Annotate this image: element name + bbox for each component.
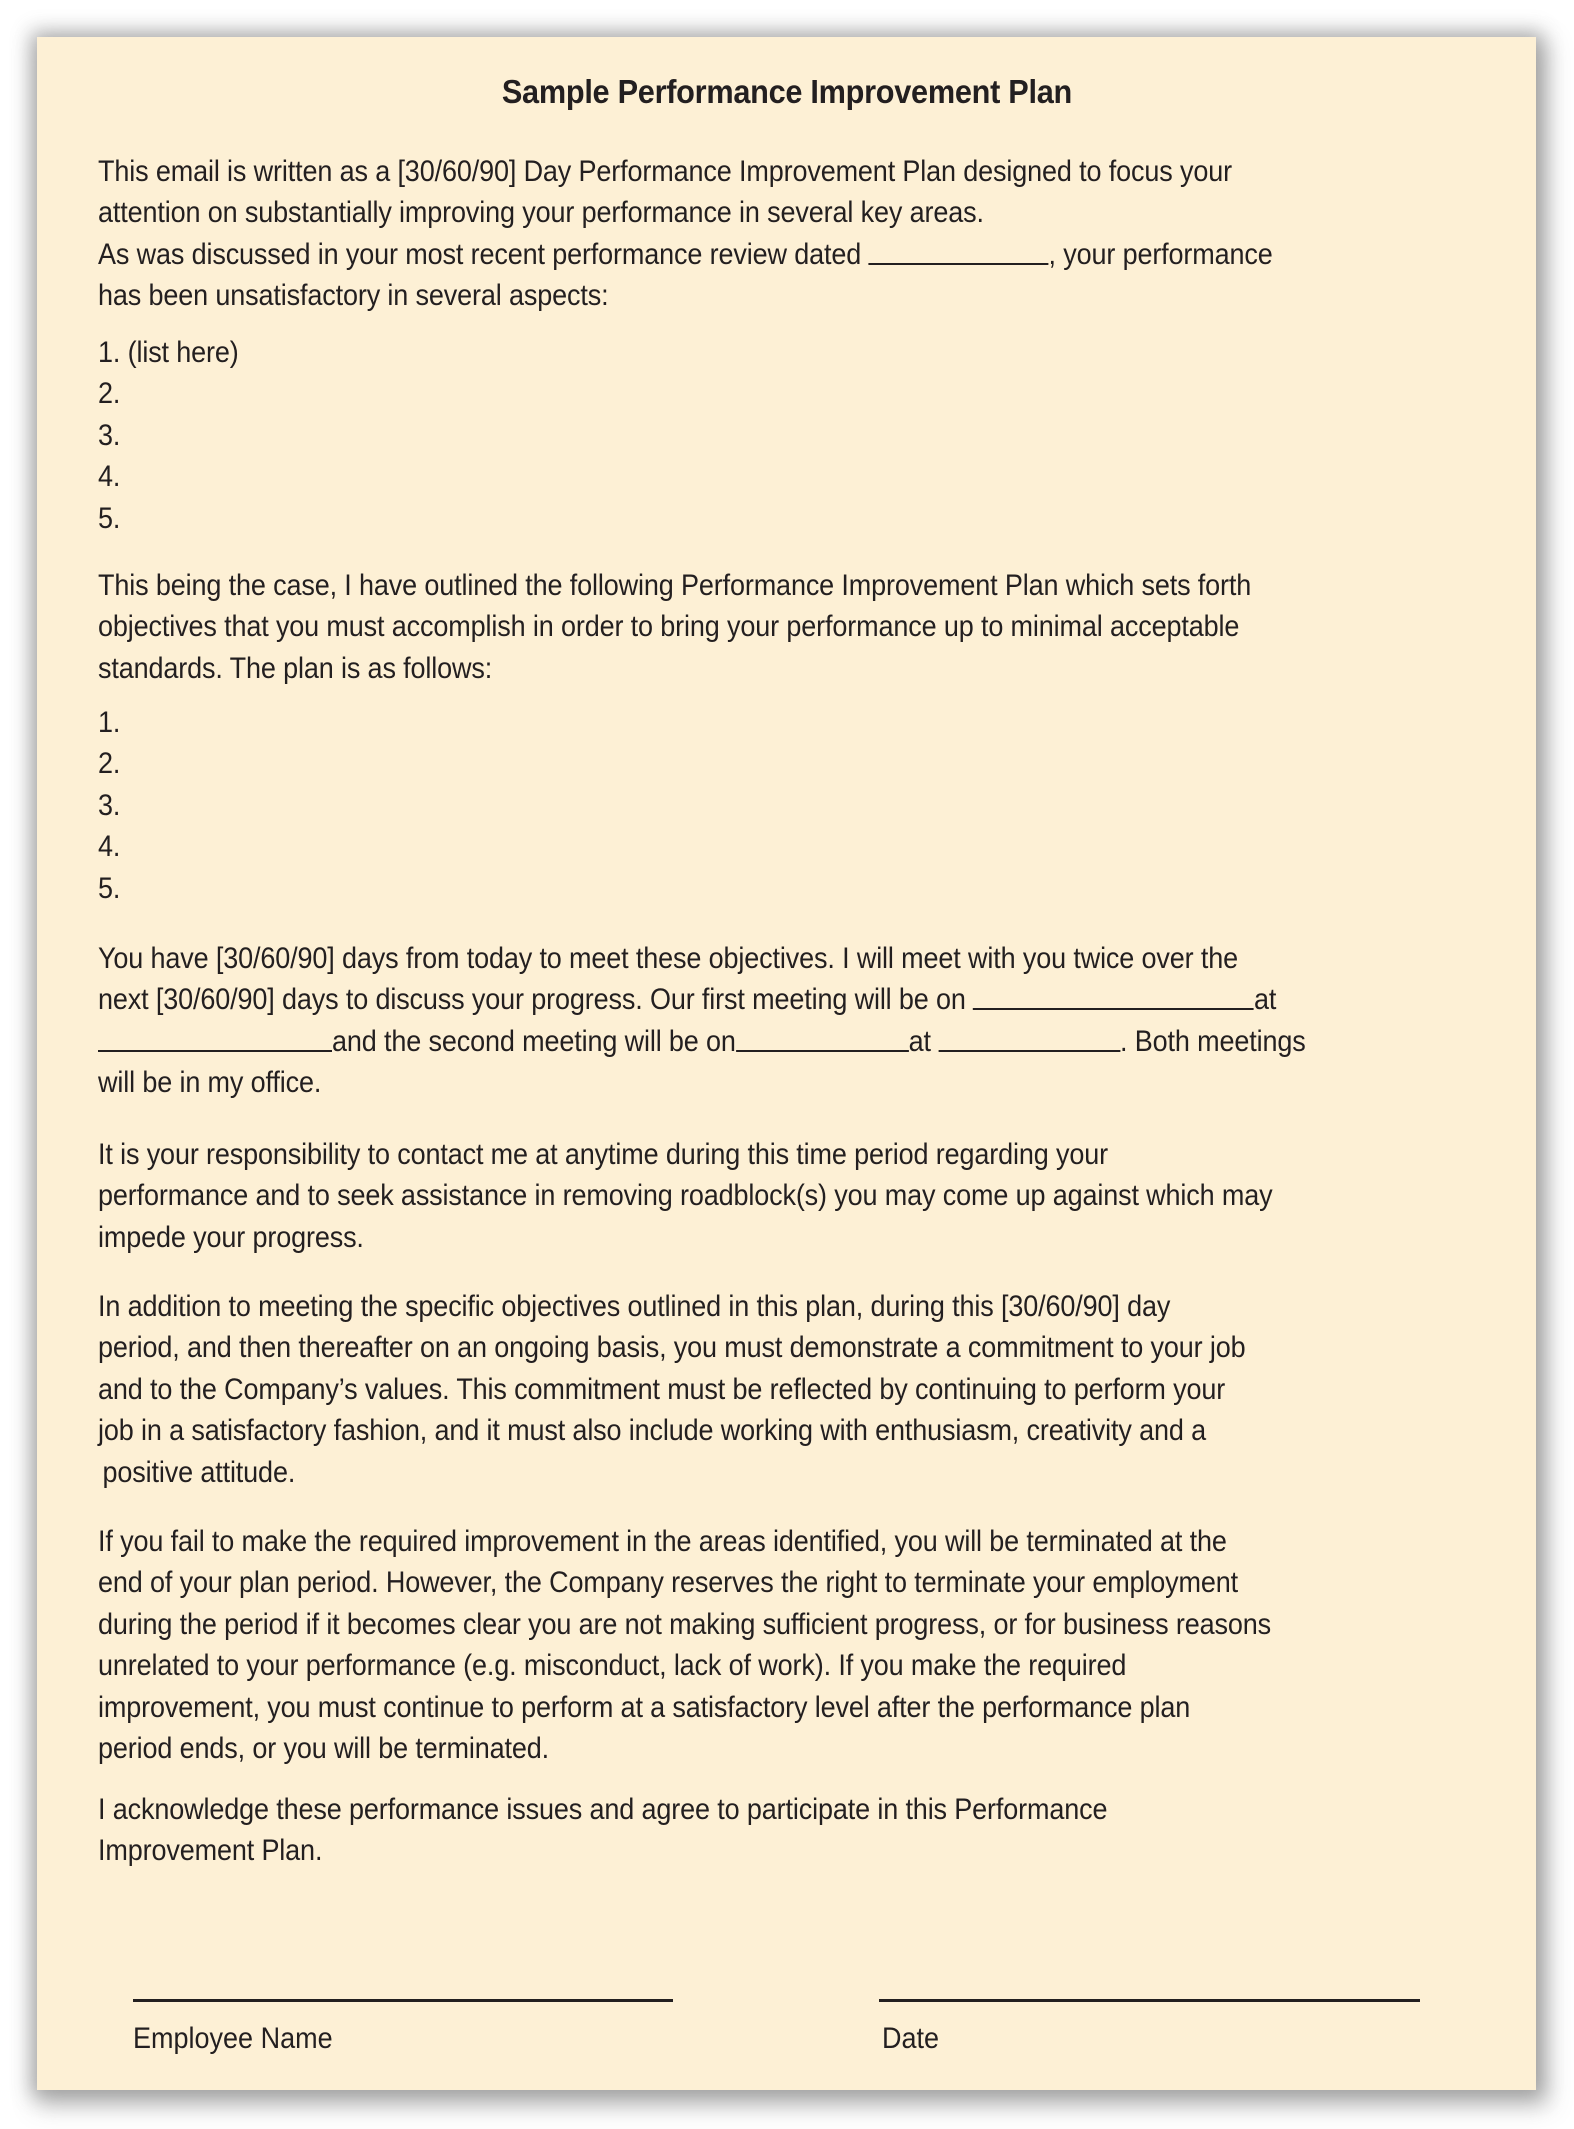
consequences-line: improvement, you must continue to perform at a satisfactory level after the performance plan	[98, 1690, 1191, 1724]
list-item: 5.	[98, 871, 121, 905]
timeline-line	[98, 1021, 1306, 1062]
commitment-paragraph	[98, 1286, 1373, 1493]
issues-list	[98, 332, 254, 539]
acknowledgement-paragraph	[98, 1789, 1220, 1872]
responsibility-line: It is your responsibility to contact me at anytime during this time period regarding your	[98, 1138, 1108, 1171]
responsibility-line: performance and to seek assistance in removing roadblock(s) you may come up against which may	[98, 1179, 1273, 1213]
timeline-line	[98, 979, 1306, 1020]
consequences-line: unrelated to your performance (e.g. misconduct, lack of work). If you make the required	[98, 1649, 1127, 1683]
plan-list	[98, 702, 123, 909]
list-item: 1.	[98, 706, 121, 739]
second-meeting-date-blank[interactable]	[736, 1050, 909, 1052]
list-item: 4.	[98, 460, 121, 494]
commitment-line: and to the Company’s values. This commitment must be reflected by continuing to perform your	[98, 1372, 1226, 1406]
plan-intro-paragraph	[98, 565, 1379, 689]
intro-paragraph	[98, 151, 1403, 317]
intro-line	[98, 234, 1273, 275]
date-signature-line[interactable]	[879, 1999, 1420, 2002]
list-item: 3.	[98, 788, 121, 822]
list-item: 2.	[98, 377, 121, 411]
plan-intro-line: objectives that you must accomplish in order to bring your performance up to minimal acceptable	[98, 610, 1240, 644]
acknowledgement-line: I acknowledge these performance issues and agree to participate in this Performance	[98, 1793, 1108, 1826]
first-meeting-time-blank[interactable]	[98, 1050, 332, 1052]
plan-intro-line: standards. The plan is as follows:	[98, 651, 493, 685]
employee-name-label: Employee Name	[133, 2022, 333, 2055]
commitment-line: In addition to meeting the specific objectives outlined in this plan, during this [30/60/90] day	[98, 1290, 1171, 1323]
timeline-line: will be in my office.	[98, 1066, 322, 1100]
intro-line: has been unsatisfactory in several aspects:	[98, 279, 609, 313]
consequences-line: end of your plan period. However, the Company reserves the right to terminate your employment	[98, 1566, 1239, 1600]
review-date-blank[interactable]	[868, 263, 1048, 265]
commitment-line: period, and then thereafter on an ongoing basis, you must demonstrate a commitment to your job	[98, 1331, 1246, 1365]
date-label: Date	[882, 2022, 940, 2055]
second-meeting-time-blank[interactable]	[938, 1050, 1120, 1052]
consequences-line: If you fail to make the required improvement in the areas identified, you will be terminated at the	[98, 1525, 1227, 1558]
list-item: 2.	[98, 747, 121, 781]
commitment-line: positive attitude.	[102, 1455, 296, 1489]
timeline-text: next [30/60/90] days to discuss your progress. Our first meeting will be on	[98, 983, 974, 1017]
intro-text: , your performance	[1048, 237, 1273, 271]
intro-line: attention on substantially improving your performance in several key areas.	[98, 196, 984, 230]
consequences-line: during the period if it becomes clear you are not making sufficient progress, or for business reasons	[98, 1607, 1271, 1641]
acknowledgement-line: Improvement Plan.	[98, 1834, 323, 1868]
employee-name-signature-line[interactable]	[133, 1999, 673, 2002]
intro-text: As was discussed in your most recent performance review dated	[98, 237, 869, 271]
timeline-paragraph	[98, 938, 1440, 1104]
consequences-line: period ends, or you will be terminated.	[98, 1731, 549, 1765]
timeline-text: at	[908, 1024, 939, 1058]
responsibility-paragraph	[98, 1134, 1403, 1258]
responsibility-line: impede your progress.	[98, 1220, 364, 1254]
plan-intro-line: This being the case, I have outlined the following Performance Improvement Plan which sets forth	[98, 569, 1252, 602]
list-item: 4.	[98, 830, 121, 864]
consequences-paragraph	[98, 1521, 1401, 1769]
commitment-line: job in a satisfactory fashion, and it must also include working with enthusiasm, creativity and a	[98, 1414, 1206, 1448]
timeline-text: . Both meetings	[1120, 1024, 1306, 1058]
first-meeting-date-blank[interactable]	[973, 1008, 1254, 1010]
list-item: 3.	[98, 418, 121, 452]
timeline-line: You have [30/60/90] days from today to meet these objectives. I will meet with you twice over the	[98, 942, 1239, 975]
timeline-text: at	[1253, 983, 1277, 1017]
timeline-text: and the second meeting will be on	[332, 1024, 736, 1058]
document-title: Sample Performance Improvement Plan	[501, 73, 1073, 110]
intro-line: This email is written as a [30/60/90] Day Performance Improvement Plan designed to focus your	[98, 155, 1232, 188]
list-item: 1. (list here)	[98, 336, 239, 369]
list-item: 5.	[98, 501, 121, 535]
